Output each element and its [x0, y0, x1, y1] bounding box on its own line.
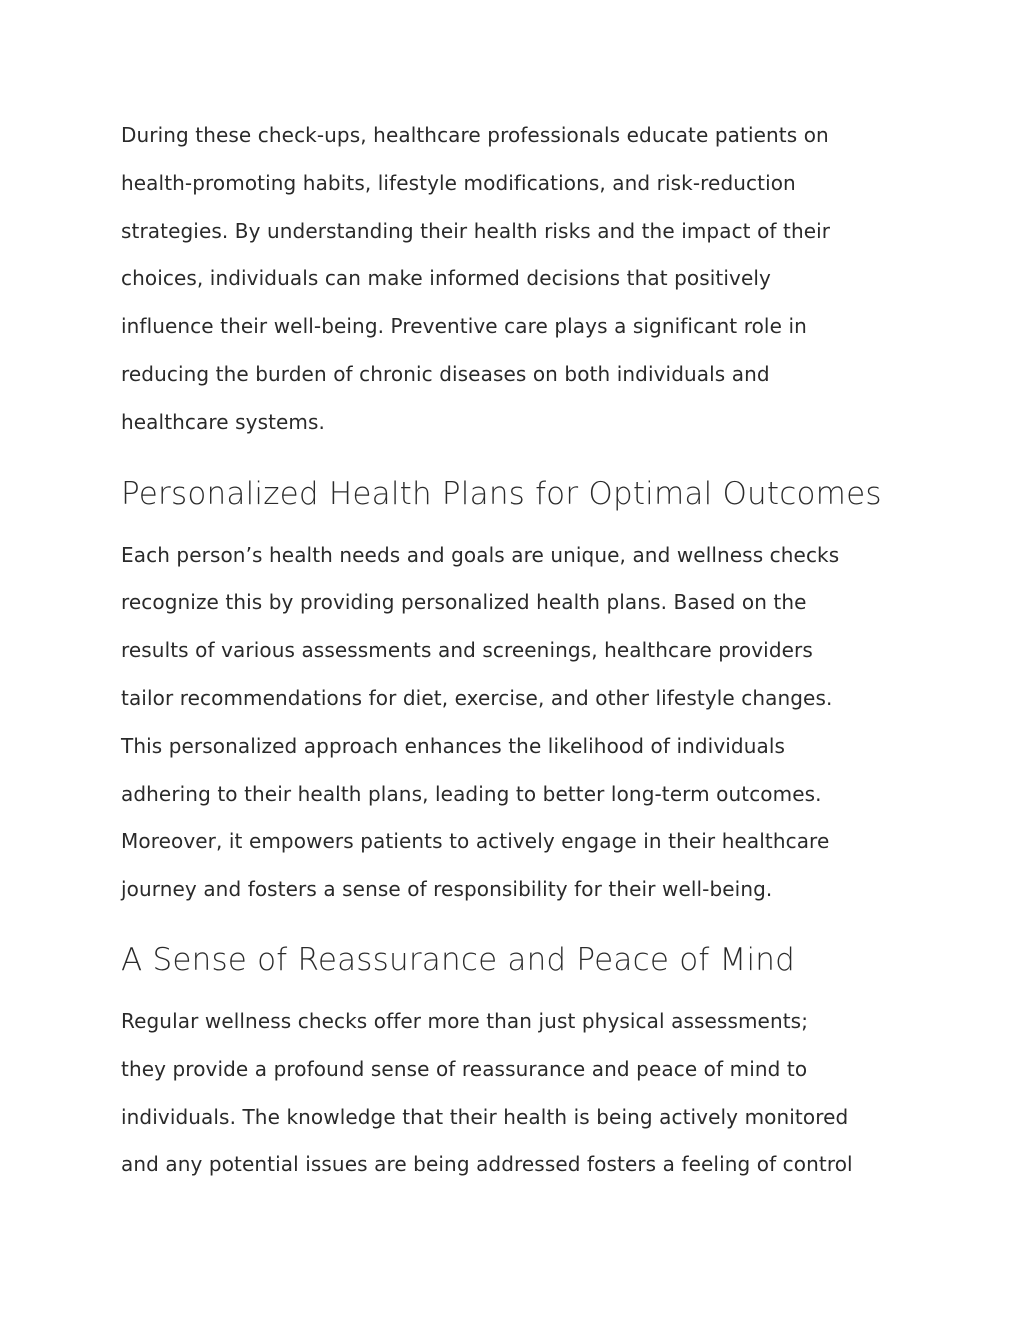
paragraph-line: and any potential issues are being addressed fosters a feeling of control	[121, 1152, 853, 1177]
paragraph-line: During these check-ups, healthcare professionals educate patients on	[121, 123, 829, 147]
paragraph-line: healthcare systems.	[121, 409, 325, 434]
section-heading-personalized-plans: Personalized Health Plans for Optimal Outcomes	[121, 475, 882, 512]
document-page	[121, 112, 911, 1189]
section-heading-reassurance: A Sense of Reassurance and Peace of Mind	[121, 941, 796, 978]
paragraph-line: journey and fosters a sense of responsibility for their well-being.	[121, 877, 773, 902]
paragraph-line: results of various assessments and screenings, healthcare providers	[121, 638, 813, 663]
reassurance-paragraph	[121, 998, 911, 1189]
paragraph-line: Each person’s health needs and goals are unique, and wellness checks	[121, 542, 840, 567]
paragraph-line: tailor recommendations for diet, exercise, and other lifestyle changes.	[121, 685, 833, 710]
paragraph-line: Regular wellness checks offer more than just physical assessments;	[121, 1008, 809, 1033]
paragraph-line: they provide a profound sense of reassurance and peace of mind to	[121, 1056, 808, 1081]
personalized-plans-paragraph	[121, 532, 911, 914]
paragraph-line: recognize this by providing personalized health plans. Based on the	[121, 590, 807, 615]
paragraph-line: individuals. The knowledge that their health is being actively monitored	[121, 1104, 849, 1129]
paragraph-line: This personalized approach enhances the likelihood of individuals	[121, 733, 786, 758]
paragraph-line: choices, individuals can make informed decisions that positively	[121, 266, 771, 291]
paragraph-line: adhering to their health plans, leading to better long-term outcomes.	[121, 781, 822, 806]
intro-paragraph	[121, 112, 911, 447]
paragraph-line: Moreover, it empowers patients to actively engage in their healthcare	[121, 829, 830, 854]
paragraph-line: influence their well-being. Preventive care plays a significant role in	[121, 314, 807, 339]
paragraph-line: reducing the burden of chronic diseases on both individuals and	[121, 361, 770, 386]
paragraph-line: health-promoting habits, lifestyle modifications, and risk-reduction	[121, 170, 796, 195]
paragraph-line: strategies. By understanding their health risks and the impact of their	[121, 218, 831, 243]
